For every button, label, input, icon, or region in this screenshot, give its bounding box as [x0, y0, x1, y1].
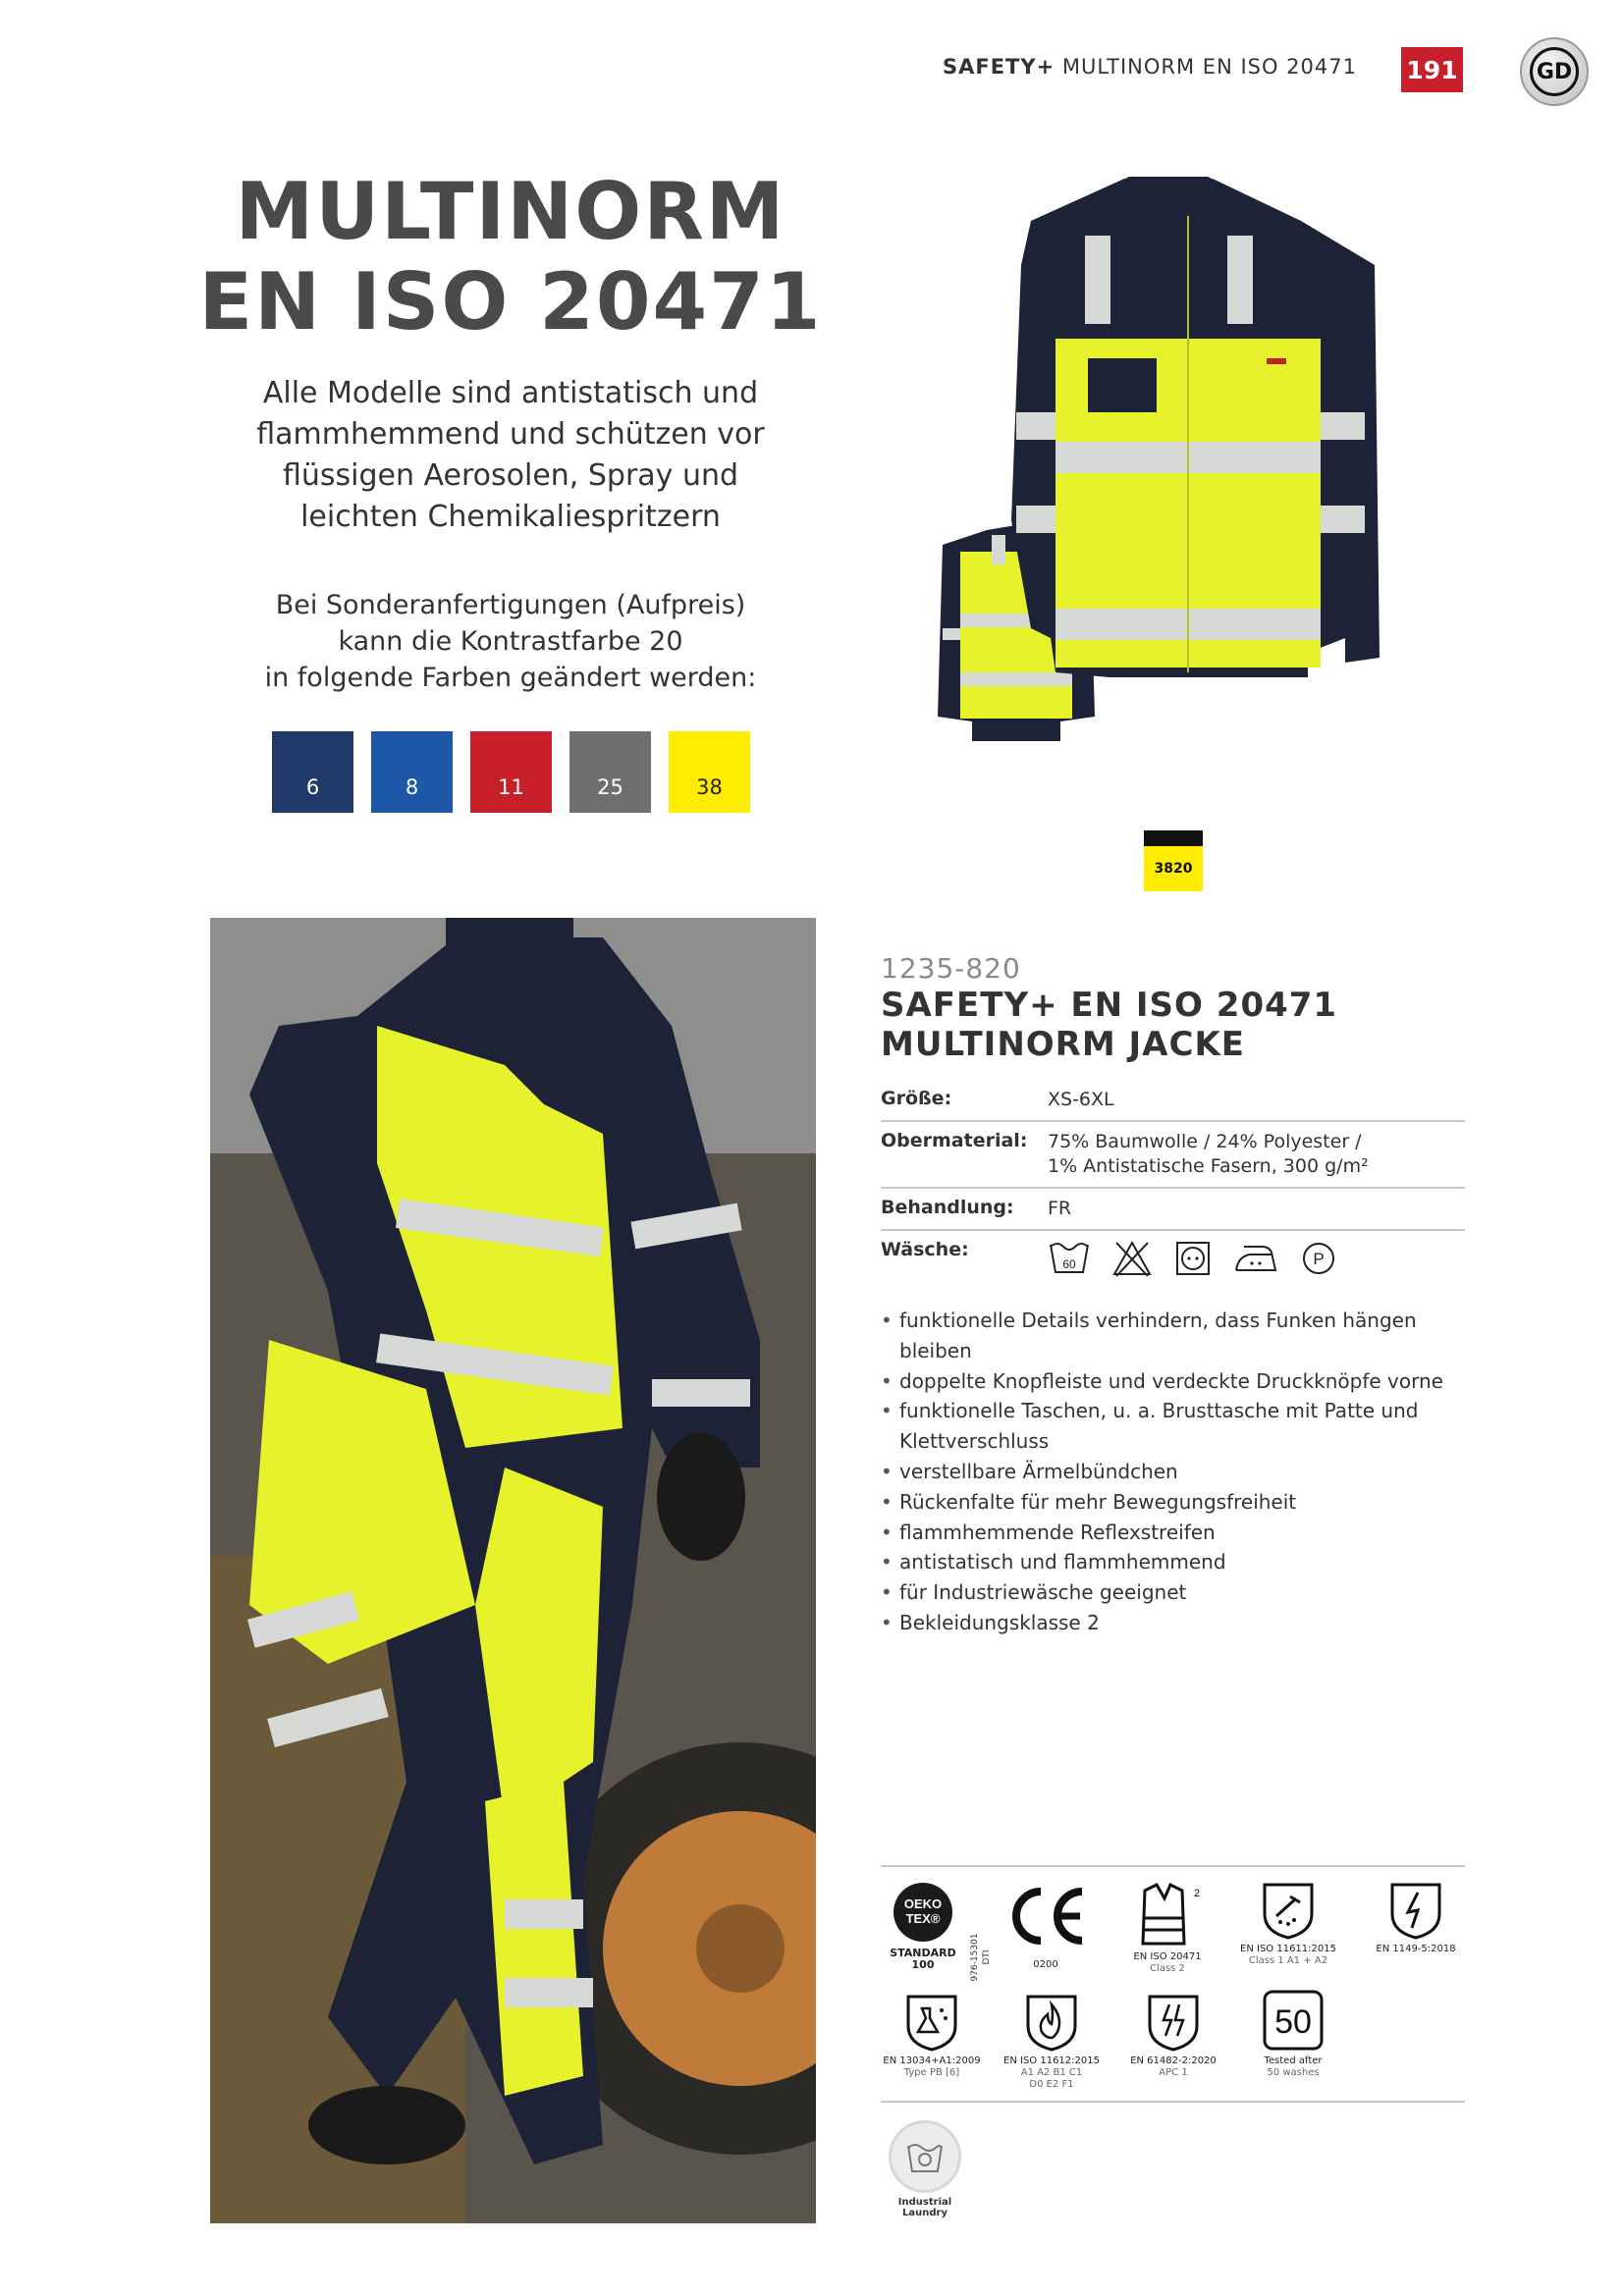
no-bleach-icon: [1110, 1239, 1154, 1278]
color-swatch-code: 11: [498, 775, 524, 799]
intro-text: [187, 373, 835, 538]
product-number: 1235-820: [881, 952, 1021, 985]
hi-vis-caption: EN ISO 20471: [1133, 1951, 1202, 1962]
chemical-icon: [904, 1993, 959, 2052]
page-title-line1: MULTINORM: [235, 166, 786, 257]
industrial-laundry-badge: [882, 2120, 968, 2218]
custom-color-text: [187, 587, 835, 696]
washes-caption1: Tested after: [1264, 2056, 1323, 2066]
cert-arc: [1124, 1993, 1222, 2079]
care-symbols: [1048, 1239, 1465, 1278]
hi-vis-class-sup: 2: [1194, 1888, 1201, 1899]
industrial-laundry-icon: [889, 2120, 961, 2193]
intro-line1: Alle Modelle sind antistatisch und: [262, 376, 759, 410]
cert-hi-vis: [1123, 1881, 1212, 1975]
jacket-product-image: [913, 167, 1384, 756]
brand-logo-text: GD: [1530, 47, 1579, 96]
flame-caption: EN ISO 11612:2015: [1003, 2056, 1100, 2066]
color-swatch: [272, 731, 353, 813]
spec-value-size: XS-6XL: [1048, 1089, 1114, 1110]
feature-item: • Bekleidungsklasse 2: [881, 1608, 1470, 1638]
jacket-front-view: [1011, 177, 1380, 677]
spec-material-line2: 1% Antistatische Fasern, 300 g/m²: [1048, 1155, 1369, 1177]
spec-material-line1: 75% Baumwolle / 24% Polyester /: [1048, 1131, 1362, 1152]
feature-item: • funktionelle Taschen, u. a. Brusttasche mit Patte und: [881, 1396, 1470, 1426]
header-title-rest: MULTINORM EN ISO 20471: [1061, 55, 1357, 79]
spec-row-wash: [881, 1231, 1465, 1286]
custom-line2: kann die Kontrastfarbe 20: [338, 626, 683, 657]
color-swatch-code: 25: [597, 775, 623, 799]
header-title-bold: SAFETY+: [942, 55, 1056, 79]
page-title-line2: EN ISO 20471: [198, 256, 823, 347]
feature-item: • verstellbare Ärmelbündchen: [881, 1457, 1470, 1487]
spec-row-treatment: [881, 1189, 1465, 1231]
feature-item: • Rückenfalte für mehr Bewegungsfreiheit: [881, 1487, 1470, 1518]
oeko-line1: OEKO: [903, 1896, 943, 1911]
spec-label-wash: Wäsche:: [881, 1239, 969, 1260]
custom-line3: in folgende Farben geändert werden:: [264, 663, 757, 693]
laundry-line1: Industrial: [897, 2197, 952, 2208]
antistatic-icon: [1388, 1881, 1443, 1940]
arc-caption: EN 61482-2:2020: [1130, 2056, 1217, 2066]
flame-sub1: A1 A2 B1 C1: [1020, 2067, 1083, 2078]
spec-table: [881, 1080, 1465, 1286]
welding-caption: EN ISO 11611:2015: [1240, 1944, 1336, 1954]
oeko-caption1: STANDARD: [890, 1947, 956, 1959]
antistatic-caption: EN 1149-5:2018: [1376, 1944, 1456, 1954]
custom-line1: Bei Sonderanfertigungen (Aufpreis): [275, 590, 746, 620]
cert-flame: [1001, 1993, 1103, 2091]
ce-mark-icon: [1001, 1877, 1090, 1955]
oeko-line2: TEX®: [905, 1911, 941, 1926]
feature-item: • doppelte Knopfleiste und verdeckte Druckknöpfe vorne: [881, 1366, 1470, 1397]
color-swatch-code: 38: [696, 775, 723, 799]
oeko-side-text: [969, 1928, 993, 1987]
color-swatch: [569, 731, 651, 813]
spec-value-treatment: FR: [1048, 1198, 1072, 1219]
iron-icon: [1232, 1239, 1279, 1278]
color-code-label: 3820: [1144, 846, 1203, 891]
color-swatch: [470, 731, 552, 813]
svg-text:P: P: [1313, 1250, 1325, 1268]
feature-item: Klettverschluss: [899, 1429, 1050, 1454]
cert-oeko-tex: [881, 1881, 965, 1971]
color-swatch: [669, 731, 750, 813]
ce-caption: 0200: [1033, 1959, 1058, 1970]
product-name-line2: MULTINORM JACKE: [881, 1025, 1246, 1064]
intro-line3: flüssigen Aerosolen, Spray und: [282, 458, 739, 493]
arc-sub: APC 1: [1159, 2067, 1188, 2078]
color-swatch-code: 6: [305, 775, 320, 799]
chemical-sub: Type PB [6]: [903, 2067, 960, 2078]
laundry-line2: Laundry: [902, 2208, 947, 2218]
header-title: [943, 55, 1357, 79]
feature-item: • für Industriewäsche geeignet: [881, 1577, 1470, 1608]
cert-washes: [1244, 1989, 1342, 2079]
color-swatch-code: 8: [405, 775, 419, 799]
hi-vis-sub: Class 2: [1150, 1963, 1185, 1974]
certification-panel: [881, 1865, 1465, 2103]
wash-temp-label: 60: [1062, 1257, 1076, 1271]
intro-line4: leichten Chemikaliespritzern: [300, 500, 721, 534]
washes-caption2: 50 washes: [1267, 2067, 1320, 2078]
cert-ce: [997, 1877, 1095, 1971]
feature-item: • antistatisch und flammhemmend: [881, 1547, 1470, 1577]
cert-welding: [1239, 1881, 1337, 1967]
tumble-dry-icon: [1173, 1239, 1213, 1278]
color-swatches: [272, 731, 750, 813]
spec-label-treatment: Behandlung:: [881, 1197, 1014, 1218]
product-name-line1: SAFETY+ EN ISO 20471: [881, 986, 1338, 1025]
spec-label-material: Obermaterial:: [881, 1130, 1028, 1151]
product-name: [881, 986, 1337, 1064]
oeko-tex-icon: [892, 1881, 954, 1944]
color-swatch: [371, 731, 453, 813]
model-photo: [210, 918, 816, 2223]
color-code-chip: [1144, 830, 1203, 891]
welding-sub: Class 1 A1 + A2: [1248, 1955, 1328, 1966]
oeko-caption2: 100: [911, 1958, 935, 1971]
flame-sub2: D0 E2 F1: [1029, 2079, 1074, 2090]
spec-label-size: Größe:: [881, 1088, 952, 1109]
electric-arc-icon: [1146, 1993, 1201, 2052]
flame-icon: [1024, 1993, 1079, 2052]
chemical-caption: EN 13034+A1:2009: [883, 2056, 981, 2066]
welding-icon: [1261, 1881, 1316, 1940]
page-title: [187, 167, 835, 347]
cert-chemical: [881, 1993, 983, 2079]
wash-60-icon: [1048, 1239, 1091, 1278]
cert-antistatic: [1367, 1881, 1465, 1955]
feature-item: • flammhemmende Reflexstreifen: [881, 1518, 1470, 1548]
hi-vis-vest-icon: [1133, 1881, 1202, 1948]
page-number: 191: [1401, 47, 1463, 92]
feature-item: • funktionelle Details verhindern, dass Funken hängen bleiben: [881, 1306, 1470, 1366]
spec-row-size: [881, 1080, 1465, 1122]
oeko-side2: DTI: [982, 1949, 992, 1965]
dry-clean-p-icon: [1299, 1239, 1338, 1278]
washes-50-icon: [1262, 1989, 1325, 2052]
intro-line2: flammhemmend und schützen vor: [256, 417, 765, 452]
washes-number: 50: [1274, 2003, 1312, 2041]
spec-value-material: [1048, 1130, 1465, 1179]
spec-row-material: [881, 1122, 1465, 1189]
brand-logo: [1520, 37, 1589, 106]
feature-list: [881, 1306, 1470, 1638]
oeko-side1: 976-15301: [970, 1933, 980, 1982]
